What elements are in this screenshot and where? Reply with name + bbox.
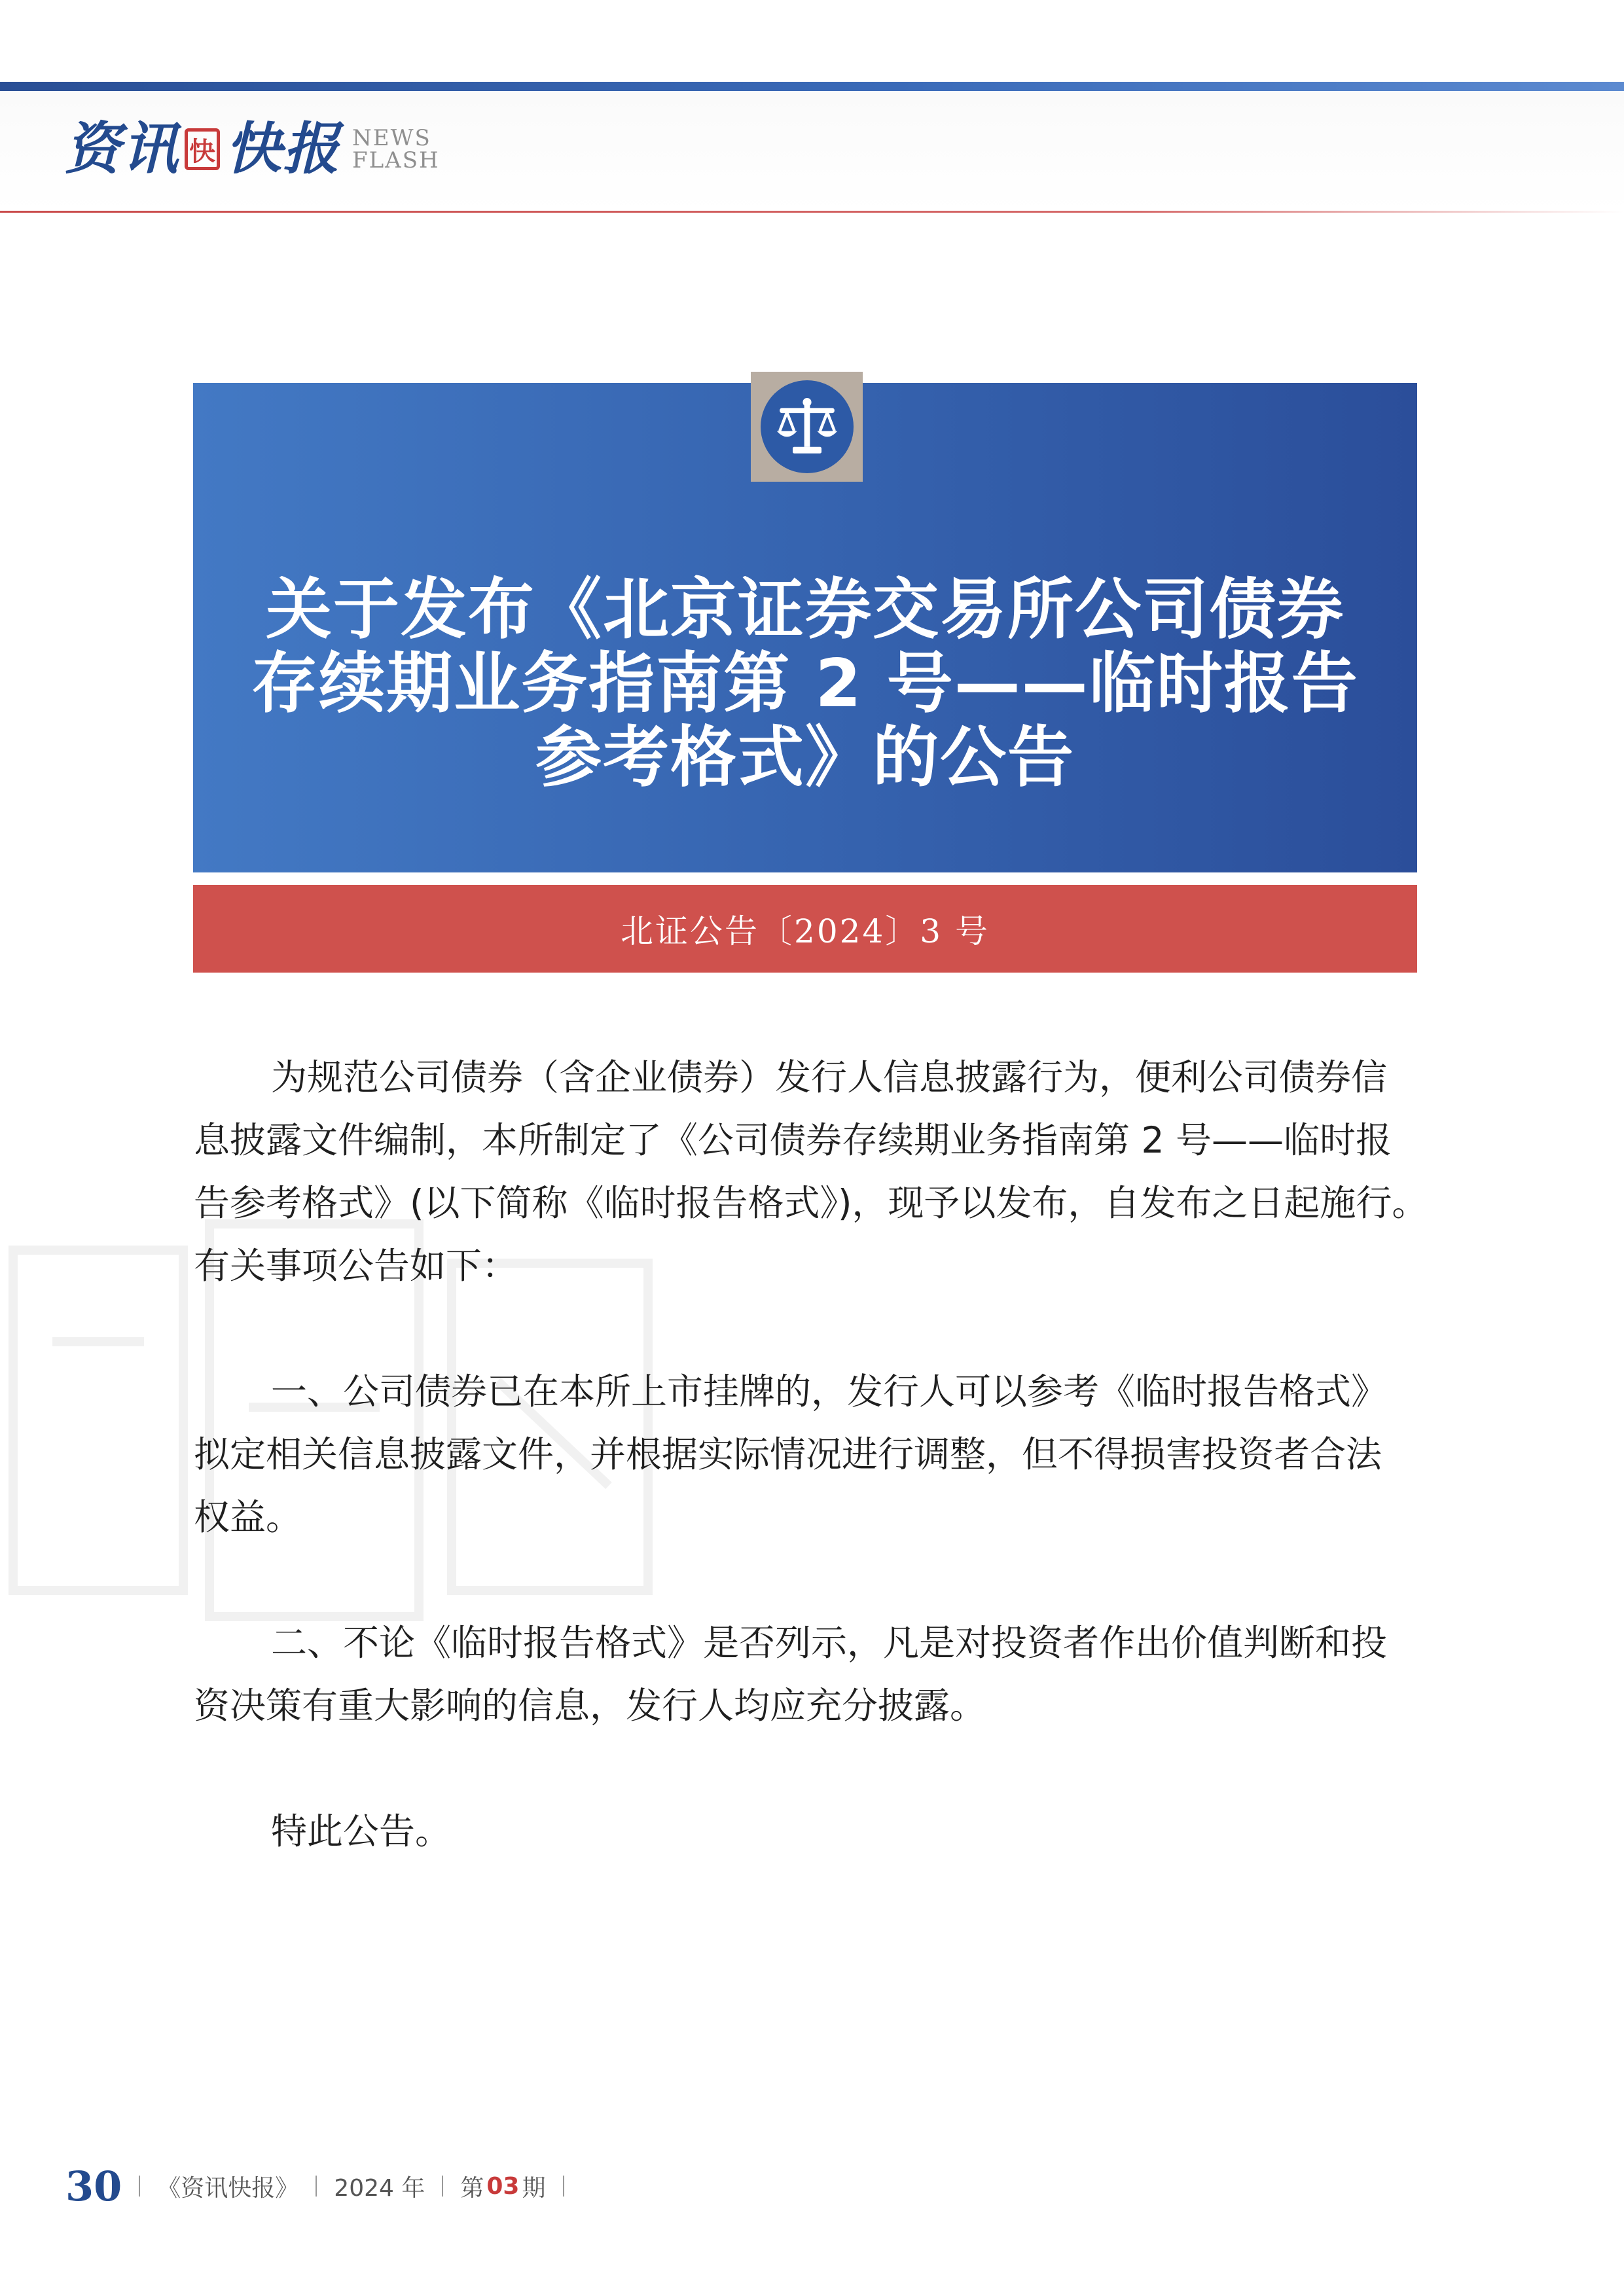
body-line: 为规范公司债券（含企业债券）发行人信息披露行为，便利公司债券信 <box>271 1056 1388 1098</box>
closing-line: 特此公告。 <box>271 1810 452 1852</box>
footer-meta <box>122 2170 581 2203</box>
document-number-bar <box>193 885 1417 973</box>
issue-suffix: 期 <box>522 2174 546 2202</box>
badge-circle <box>761 380 854 473</box>
scales-of-justice-icon <box>771 391 843 463</box>
brand-english-line1: NEWS <box>352 125 431 151</box>
publication-name: 《资讯快报》 <box>157 2174 299 2202</box>
brand-logo <box>64 110 440 188</box>
brand-seal-icon: 快 <box>185 128 220 170</box>
title-line: 关于发布《北京证券交易所公司债券 <box>265 571 1344 648</box>
notice-title <box>203 573 1407 795</box>
header-divider <box>0 211 1624 213</box>
footer-separator <box>563 2176 564 2197</box>
footer-separator <box>316 2176 317 2197</box>
footer-separator <box>442 2176 443 2197</box>
brand-english <box>352 127 440 171</box>
header-top-bar <box>0 82 1624 91</box>
issue-number: 03 <box>486 2172 520 2200</box>
body-line: 权益。 <box>194 1496 302 1538</box>
footer-separator <box>139 2176 140 2197</box>
brand-name-right: 快报 <box>225 116 340 182</box>
body-line: 有关事项公告如下： <box>194 1245 518 1287</box>
issue-prefix: 第 <box>460 2174 484 2202</box>
body-line: 告参考格式》(以下简称《临时报告格式》)，现予以发布，自发布之日起施行。 <box>194 1182 1428 1224</box>
page-number: 30 <box>65 2162 122 2210</box>
page-footer <box>65 2160 581 2212</box>
document-number: 北证公告〔2024〕3 号 <box>621 912 990 950</box>
body-line: 拟定相关信息披露文件，并根据实际情况进行调整，但不得损害投资者合法 <box>194 1433 1382 1475</box>
title-line: 存续期业务指南第 2 号——临时报告 <box>251 645 1359 722</box>
body-line: 资决策有重大影响的信息，发行人均应充分披露。 <box>194 1685 986 1727</box>
title-line: 参考格式》的公告 <box>535 719 1075 796</box>
title-badge <box>751 372 863 482</box>
brand-english-line2: FLASH <box>352 147 440 173</box>
body-line: 一、公司债券已在本所上市挂牌的，发行人可以参考《临时报告格式》 <box>271 1371 1388 1412</box>
brand-name-left: 资讯 <box>64 116 179 182</box>
notice-body <box>194 1046 1428 1863</box>
body-line: 息披露文件编制，本所制定了《公司债券存续期业务指南第 2 号——临时报 <box>194 1119 1392 1161</box>
body-line: 二、不论《临时报告格式》是否列示，凡是对投资者作出价值判断和投 <box>271 1622 1388 1664</box>
issue-year: 2024 年 <box>334 2174 425 2202</box>
